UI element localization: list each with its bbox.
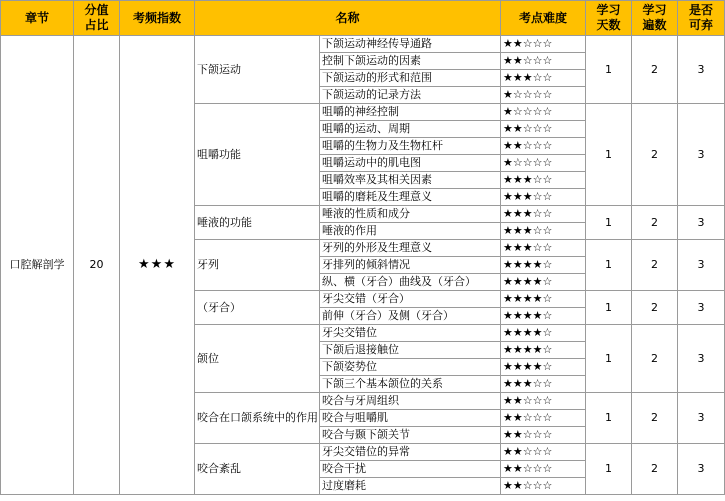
- group-name: 牙列: [195, 240, 320, 291]
- topic-name: 牙排列的倾斜情况: [320, 257, 501, 274]
- skippable: 3: [678, 325, 725, 393]
- group-name: 咬合在口颌系统中的作用: [195, 393, 320, 444]
- header-score: 分值 占比: [74, 1, 120, 36]
- chapter-frequency: ★★★: [120, 36, 195, 495]
- group-name: 下颌运动: [195, 36, 320, 104]
- difficulty-stars: ★★★★☆: [501, 308, 586, 325]
- difficulty-stars: ★★☆☆☆: [501, 410, 586, 427]
- topic-name: 牙尖交错位: [320, 325, 501, 342]
- study-days: 1: [586, 325, 632, 393]
- study-passes: 2: [632, 240, 678, 291]
- study-days: 1: [586, 240, 632, 291]
- topic-name: 下颌后退接触位: [320, 342, 501, 359]
- topic-name: 咀嚼的神经控制: [320, 104, 501, 121]
- topic-name: 唾液的作用: [320, 223, 501, 240]
- topic-name: 咀嚼的生物力及生物杠杆: [320, 138, 501, 155]
- difficulty-stars: ★★★★☆: [501, 274, 586, 291]
- difficulty-stars: ★★★☆☆: [501, 206, 586, 223]
- skippable: 3: [678, 393, 725, 444]
- topic-name: 下颌姿势位: [320, 359, 501, 376]
- difficulty-stars: ★★☆☆☆: [501, 427, 586, 444]
- header-chapter: 章节: [1, 1, 74, 36]
- header-study-days: 学习 天数: [586, 1, 632, 36]
- study-days: 1: [586, 444, 632, 495]
- study-passes: 2: [632, 36, 678, 104]
- difficulty-stars: ★★☆☆☆: [501, 121, 586, 138]
- difficulty-stars: ★★☆☆☆: [501, 444, 586, 461]
- topic-name: 咀嚼效率及其相关因素: [320, 172, 501, 189]
- difficulty-stars: ★★★★☆: [501, 325, 586, 342]
- topic-name: 下颌运动的形式和范围: [320, 70, 501, 87]
- skippable: 3: [678, 291, 725, 325]
- difficulty-stars: ★★★★☆: [501, 342, 586, 359]
- header-row: [1, 1, 725, 36]
- chapter-name: 口腔解剖学: [1, 36, 74, 495]
- study-days: 1: [586, 206, 632, 240]
- difficulty-stars: ★★★★☆: [501, 359, 586, 376]
- topic-name: 下颌运动神经传导通路: [320, 36, 501, 53]
- study-passes: 2: [632, 291, 678, 325]
- topic-name: 咬合干扰: [320, 461, 501, 478]
- group-name: 咀嚼功能: [195, 104, 320, 206]
- topic-name: 唾液的性质和成分: [320, 206, 501, 223]
- topic-name: 咬合与牙周组织: [320, 393, 501, 410]
- group-name: 唾液的功能: [195, 206, 320, 240]
- group-name: （牙合）: [195, 291, 320, 325]
- topic-name: 牙尖交错位的异常: [320, 444, 501, 461]
- difficulty-stars: ★★★☆☆: [501, 70, 586, 87]
- chapter-score: 20: [74, 36, 120, 495]
- study-days: 1: [586, 291, 632, 325]
- header-difficulty: 考点难度: [501, 1, 586, 36]
- skippable: 3: [678, 444, 725, 495]
- topic-name: 纵、横（牙合）曲线及（牙合）: [320, 274, 501, 291]
- study-passes: 2: [632, 104, 678, 206]
- group-name: 颌位: [195, 325, 320, 393]
- topic-name: 牙尖交错（牙合）: [320, 291, 501, 308]
- study-passes: 2: [632, 206, 678, 240]
- header-skippable: 是否 可弃: [678, 1, 725, 36]
- skippable: 3: [678, 240, 725, 291]
- difficulty-stars: ★★☆☆☆: [501, 478, 586, 495]
- table-body: [1, 36, 725, 495]
- difficulty-stars: ★★★★☆: [501, 291, 586, 308]
- difficulty-stars: ★★★☆☆: [501, 172, 586, 189]
- difficulty-stars: ★★☆☆☆: [501, 461, 586, 478]
- study-days: 1: [586, 36, 632, 104]
- skippable: 3: [678, 104, 725, 206]
- difficulty-stars: ★☆☆☆☆: [501, 104, 586, 121]
- difficulty-stars: ★★★★☆: [501, 257, 586, 274]
- header-name: 名称: [195, 1, 501, 36]
- topic-name: 咬合与颞下颌关节: [320, 427, 501, 444]
- header-study-passes: 学习 遍数: [632, 1, 678, 36]
- difficulty-stars: ★☆☆☆☆: [501, 87, 586, 104]
- study-passes: 2: [632, 393, 678, 444]
- topic-name: 咀嚼运动中的肌电图: [320, 155, 501, 172]
- study-passes: 2: [632, 444, 678, 495]
- difficulty-stars: ★★☆☆☆: [501, 53, 586, 70]
- group-name: 咬合紊乱: [195, 444, 320, 495]
- difficulty-stars: ★★☆☆☆: [501, 393, 586, 410]
- difficulty-stars: ★★☆☆☆: [501, 138, 586, 155]
- topic-name: 牙列的外形及生理意义: [320, 240, 501, 257]
- topic-name: 控制下颌运动的因素: [320, 53, 501, 70]
- difficulty-stars: ★★★☆☆: [501, 376, 586, 393]
- difficulty-stars: ★★☆☆☆: [501, 36, 586, 53]
- study-days: 1: [586, 104, 632, 206]
- topic-name: 咀嚼的磨耗及生理意义: [320, 189, 501, 206]
- table-row: [1, 36, 725, 53]
- study-passes: 2: [632, 325, 678, 393]
- difficulty-stars: ★☆☆☆☆: [501, 155, 586, 172]
- header-frequency: 考频指数: [120, 1, 195, 36]
- topic-name: 咬合与咀嚼肌: [320, 410, 501, 427]
- topic-name: 下颌运动的记录方法: [320, 87, 501, 104]
- topic-name: 前伸（牙合）及侧（牙合）: [320, 308, 501, 325]
- skippable: 3: [678, 206, 725, 240]
- topic-name: 下颌三个基本颌位的关系: [320, 376, 501, 393]
- difficulty-stars: ★★★☆☆: [501, 189, 586, 206]
- difficulty-stars: ★★★☆☆: [501, 223, 586, 240]
- topic-name: 过度磨耗: [320, 478, 501, 495]
- skippable: 3: [678, 36, 725, 104]
- topic-name: 咀嚼的运动、周期: [320, 121, 501, 138]
- difficulty-stars: ★★★☆☆: [501, 240, 586, 257]
- study-days: 1: [586, 393, 632, 444]
